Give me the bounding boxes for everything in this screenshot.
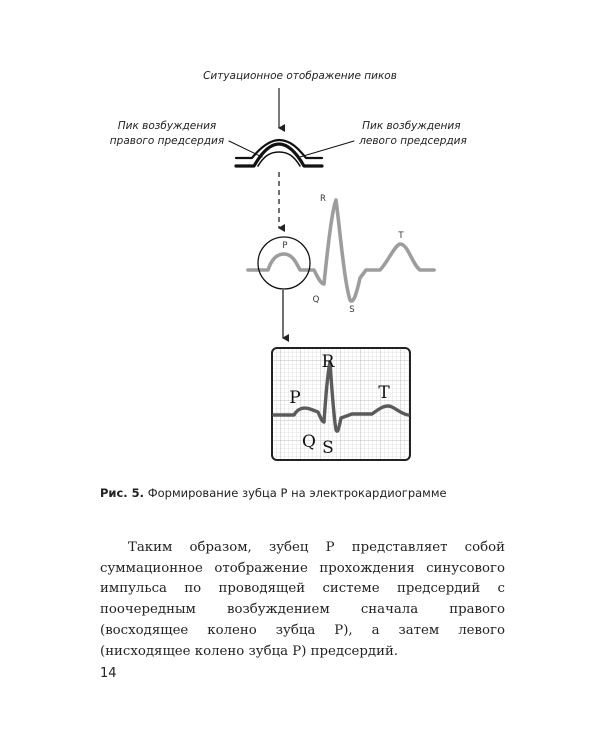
wave-label-r: R <box>320 194 326 204</box>
wave-label-p: P <box>282 241 288 251</box>
trace-label-p: P <box>289 388 301 408</box>
trace-label-t: T <box>378 383 390 403</box>
figure-caption <box>100 485 520 501</box>
label-left-atrium-peak: Пик возбуждения левого предсердия <box>359 120 467 147</box>
body-paragraph: Таким образом, зубец P представляет собой суммационное отображение прохождения синусового импульса по проводящей системе предсердий с поочередным возбуждением сначала правого (восходящее колено зубца P), а затем левого (нисходящее колено зубца P) предсердий. <box>100 540 505 659</box>
figure-number: Рис. 5. <box>100 486 145 500</box>
peaks-schematic <box>229 140 354 166</box>
wave-label-s: S <box>349 305 355 315</box>
schematic-ecg-wave <box>248 200 434 301</box>
wave-label-t: T <box>398 231 404 241</box>
label-peaks-display: Ситуационное отображение пиков <box>203 70 397 82</box>
trace-label-r: R <box>321 352 335 372</box>
trace-label-s: S <box>322 438 334 458</box>
page-number: 14 <box>100 666 117 681</box>
figure-caption-text: Формирование зубца P на электрокардиограмме <box>147 486 447 500</box>
wave-label-q: Q <box>312 295 320 305</box>
label-right-atrium-peak: Пик возбуждения <box>117 120 217 132</box>
trace-label-q: Q <box>302 432 316 452</box>
label-right-atrium-line2: правого предсердия <box>109 135 225 147</box>
